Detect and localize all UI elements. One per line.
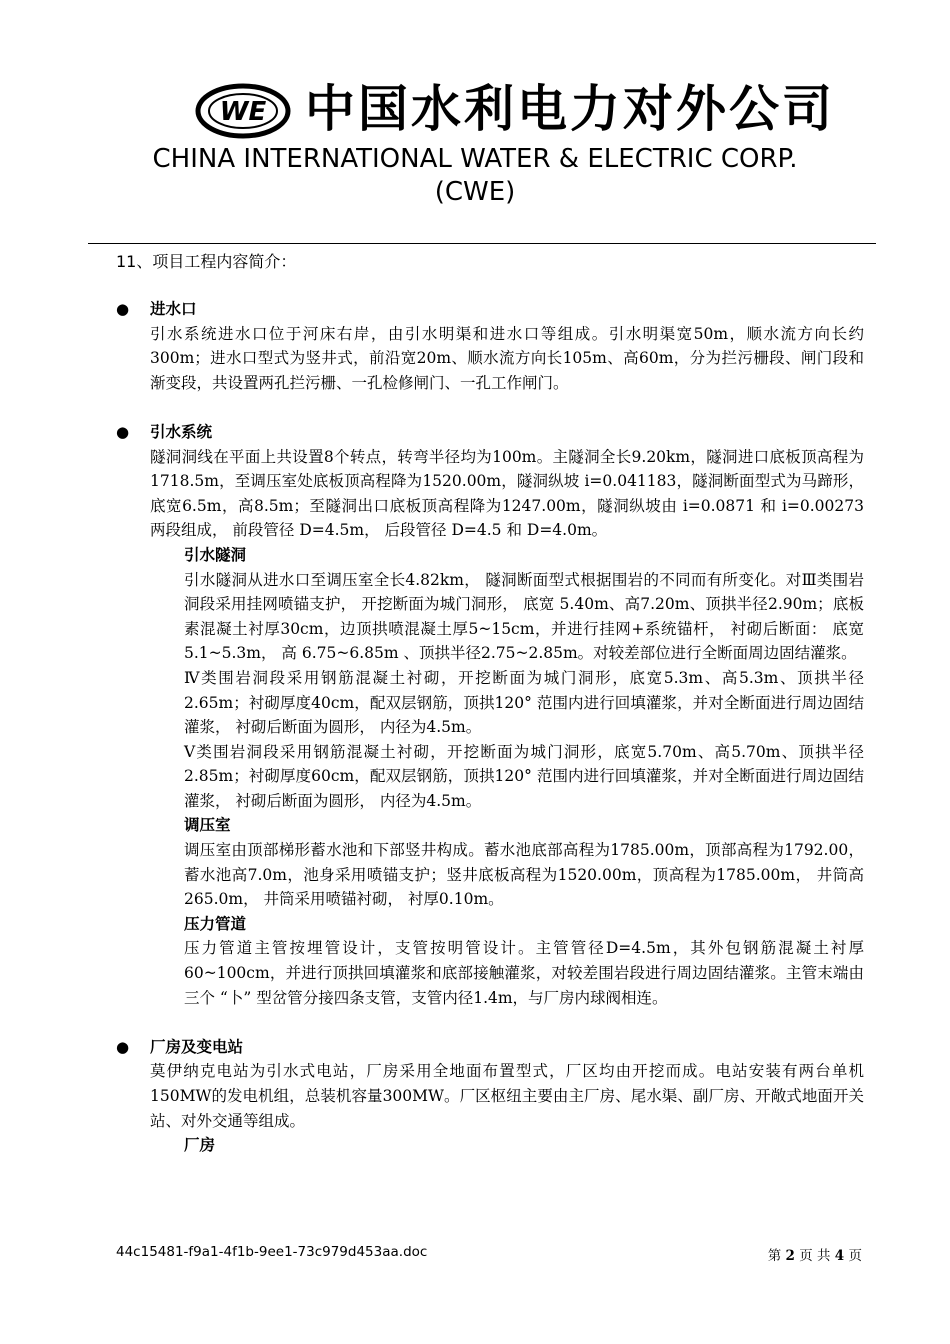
header-divider: [88, 243, 876, 244]
document-body: [116, 297, 864, 1158]
spacer: [116, 1010, 864, 1035]
company-name-en: [0, 143, 950, 209]
section-intake: [116, 297, 864, 395]
subsection-paragraph: 压力管道主管按埋管设计，支管按明管设计。主管管径D=4.5m，其外包钢筋混凝土衬厚60~100cm，并进行顶拱回填灌浆和底部接触灌浆，对较差围岩段进行周边固结灌浆。主管末端由三个 “卜” 型岔管分接四条支管，支管内径1.4m，与厂房内球阀相连。: [184, 939, 864, 1007]
logo-letters: WE: [219, 97, 267, 127]
bullet-icon: ●: [116, 300, 130, 318]
spacer: [116, 395, 864, 420]
footer-filename: 44c15481-f9a1-4f1b-9ee1-73c979d453aa.doc: [116, 1244, 428, 1260]
section-body: 莫伊纳克电站为引水式电站，厂房采用全地面布置型式，厂区均由开挖而成。电站安装有两台单机150MW的发电机组，总装机容量300MW。厂区枢纽主要由主厂房、尾水渠、副厂房、开敞式地面开关站、对外交通等组成。: [150, 1062, 864, 1130]
subsection-paragraph: Ⅴ类围岩洞段采用钢筋混凝土衬砌，开挖断面为城门洞形，底宽5.70m、高5.70m、顶拱半径2.85m；衬砌厚度60cm，配双层钢筋，顶拱120° 范围内进行回填灌浆，并对全断面进行周边固结灌浆， 衬砌后断面为圆形， 内径为4.5m。: [184, 742, 864, 810]
bullet-icon: ●: [116, 422, 130, 441]
bullet-icon: ●: [116, 1037, 130, 1056]
section-diversion-system: [116, 420, 864, 1010]
section-heading: [116, 297, 864, 322]
subsection-heading: 压力管道: [184, 913, 247, 933]
subsection-paragraph: 引水隧洞从进水口至调压室全长4.82km， 隧洞断面型式根据围岩的不同而有所变化。对Ⅲ类围岩洞段采用挂网喷锚支护， 开挖断面为城门洞形， 底宽 5.40m、高7.20m、顶拱半径2.90m；底板素混凝土衬厚30cm，边顶拱喷混凝土厚5~15cm，并进行挂网+系统锚杆， 衬砌后断面： 底宽 5.1~5.3m， 高 6.75~6.85m 、顶拱半径2.75~2.85m。对较差部位进行全断面周边固结灌浆。: [184, 570, 864, 663]
section-title: 11、项目工程内容简介：: [116, 252, 297, 271]
company-name-en-line2: (CWE): [434, 177, 516, 207]
page-suffix: 页: [848, 1248, 862, 1264]
page-mid: 页 共: [799, 1248, 831, 1264]
section-body: 隧洞洞线在平面上共设置8个转点，转弯半径均为100m。主隧洞全长9.20km，隧洞进口底板顶高程为1718.5m，至调压室处底板顶高程降为1520.00m，隧洞纵坡 i=0.041183，隧洞断面型式为马蹄形，底宽6.5m，高8.5m；至隧洞出口底板顶高程降为1247.00m，隧洞纵坡由 i=0.0871 和 i=0.00273 两段组成， 前段管径 D=4.5m， 后段管径 D=4.5 和 D=4.0m。: [150, 447, 864, 540]
section-heading-text: 厂房及变电站: [150, 1036, 244, 1056]
section-heading: [116, 420, 864, 445]
subsection-heading: 厂房: [184, 1135, 216, 1155]
subsection-paragraph: 调压室由顶部梯形蓄水池和下部竖井构成。蓄水池底部高程为1785.00m，顶部高程为1792.00，蓄水池高7.0m，池身采用喷锚支护；竖井底板高程为1520.00m，顶高程为1785.00m， 井筒高265.0m， 井筒采用喷锚衬砌， 衬厚0.10m。: [184, 841, 864, 909]
page-prefix: 第: [767, 1248, 782, 1264]
subsection-heading: 调压室: [184, 815, 231, 835]
page-total: 4: [834, 1248, 845, 1264]
subsection-heading: 引水隧洞: [184, 544, 247, 564]
section-heading-text: 引水系统: [150, 421, 213, 441]
section-heading-text: 进水口: [150, 299, 197, 318]
cwe-logo-icon: [195, 82, 295, 140]
footer-page-number: [768, 1244, 862, 1264]
section-powerhouse: [116, 1035, 864, 1158]
subsection-paragraph: Ⅳ类围岩洞段采用钢筋混凝土衬砌，开挖断面为城门洞形，底宽5.3m、高5.3m、顶拱半径2.65m；衬砌厚度40cm，配双层钢筋，顶拱120° 范围内进行回填灌浆，并对全断面进行周边固结灌浆， 衬砌后断面为圆形， 内径为4.5m。: [184, 668, 864, 737]
company-logo: [195, 78, 835, 140]
company-name-en-line1: CHINA INTERNATIONAL WATER & ELECTRIC CORP.: [152, 144, 798, 174]
company-name-cn: 中国水利电力对外公司: [305, 79, 835, 138]
section-body: 引水系统进水口位于河床右岸，由引水明渠和进水口等组成。引水明渠宽50m，顺水流方向长约300m；进水口型式为竖井式，前沿宽20m、顺水流方向长105m、高60m，分为拦污栅段、闸门段和渐变段，共设置两孔拦污栅、一孔检修闸门、一孔工作闸门。: [150, 324, 864, 392]
section-heading: [116, 1035, 864, 1060]
page-current: 2: [785, 1248, 795, 1264]
